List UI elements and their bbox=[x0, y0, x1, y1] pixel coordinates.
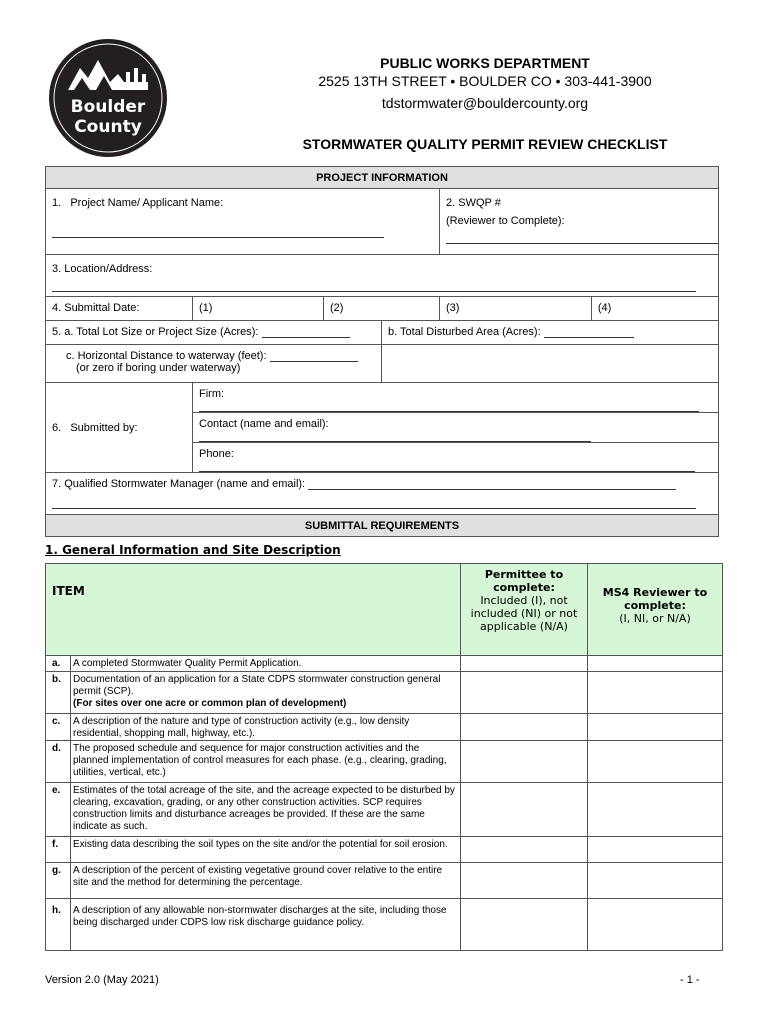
item-letter: d. bbox=[46, 741, 71, 783]
firm-input[interactable] bbox=[199, 401, 699, 412]
project-information-table bbox=[45, 166, 719, 537]
permittee-cell[interactable] bbox=[461, 672, 588, 714]
disturbed-area-input[interactable] bbox=[544, 327, 634, 338]
location-input[interactable] bbox=[52, 281, 696, 292]
document-title: STORMWATER QUALITY PERMIT REVIEW CHECKLIST bbox=[302, 136, 668, 152]
column-item: ITEM bbox=[46, 564, 461, 656]
permittee-cell[interactable] bbox=[461, 837, 588, 863]
field-distance-waterway bbox=[46, 345, 382, 383]
project-information-heading: PROJECT INFORMATION bbox=[46, 167, 719, 189]
field-phone bbox=[193, 443, 719, 473]
column-reviewer-body: (I, NI, or N/A) bbox=[619, 612, 691, 625]
column-permittee-head: Permittee to complete: bbox=[484, 568, 564, 594]
permittee-cell[interactable] bbox=[461, 783, 588, 837]
item-text: A description of any allowable non-stormwater discharges at the site, including those being discharged under CDPS low risk discharge guidance policy. bbox=[71, 899, 461, 951]
distance-waterway-label: c. Horizontal Distance to waterway (feet): bbox=[66, 350, 267, 362]
permittee-cell[interactable] bbox=[461, 656, 588, 672]
project-name-label: 1. Project Name/ Applicant Name: bbox=[52, 197, 224, 209]
table-row bbox=[46, 863, 723, 899]
field-swqp bbox=[440, 189, 719, 255]
svg-text:Boulder: Boulder bbox=[70, 97, 146, 117]
checklist-header-row bbox=[46, 564, 723, 656]
item-letter: f. bbox=[46, 837, 71, 863]
submittal-date-1[interactable]: (1) bbox=[193, 297, 324, 321]
department-email: tdstormwater@bouldercounty.org bbox=[381, 95, 589, 111]
item-text: A description of the percent of existing vegetative ground cover relative to the entire site and the method for determining the percentage. bbox=[71, 863, 461, 899]
table-row bbox=[46, 672, 723, 714]
field-firm bbox=[193, 383, 719, 413]
reviewer-cell[interactable] bbox=[588, 783, 723, 837]
item-text: Estimates of the total acreage of the site, and the acreage expected to be disturbed by clearing, excavation, grading, or any other construction activities. SCP requires construction limits and disturbance acreages be provided. If these are the same indicate as such. bbox=[71, 783, 461, 837]
permittee-cell[interactable] bbox=[461, 714, 588, 741]
section-1-title: 1. General Information and Site Description bbox=[45, 543, 341, 557]
submittal-date-3[interactable]: (3) bbox=[440, 297, 592, 321]
permittee-cell[interactable] bbox=[461, 899, 588, 951]
column-reviewer bbox=[588, 564, 723, 656]
reviewer-cell[interactable] bbox=[588, 899, 723, 951]
table-row bbox=[46, 714, 723, 741]
boulder-county-logo bbox=[48, 38, 168, 158]
lot-size-input[interactable] bbox=[262, 327, 350, 338]
stormwater-manager-input[interactable] bbox=[308, 479, 676, 490]
item-text-bold: (For sites over one acre or common plan of development) bbox=[73, 698, 347, 709]
permittee-cell[interactable] bbox=[461, 741, 588, 783]
column-permittee bbox=[461, 564, 588, 656]
permittee-cell[interactable] bbox=[461, 863, 588, 899]
phone-input[interactable] bbox=[199, 461, 695, 472]
table-row bbox=[46, 899, 723, 951]
checklist-table bbox=[45, 563, 723, 951]
department-name: PUBLIC WORKS DEPARTMENT bbox=[380, 55, 590, 71]
project-name-input[interactable] bbox=[52, 227, 384, 238]
item-letter: h. bbox=[46, 899, 71, 951]
item-text-cell bbox=[71, 672, 461, 714]
item-letter: b. bbox=[46, 672, 71, 714]
swqp-note: (Reviewer to Complete): bbox=[446, 215, 565, 227]
field-lot-size bbox=[46, 321, 382, 345]
field-project-name bbox=[46, 189, 440, 255]
reviewer-cell[interactable] bbox=[588, 837, 723, 863]
footer-page-number: - 1 - bbox=[680, 974, 700, 986]
firm-label: Firm: bbox=[199, 388, 225, 400]
column-reviewer-head: MS4 Reviewer to complete: bbox=[602, 586, 708, 612]
item-text: The proposed schedule and sequence for major construction activities and the planned implementation of control measures for each phase. (e.g., clearing, grading, utilities, vertical, etc.) bbox=[71, 741, 461, 783]
item-letter: g. bbox=[46, 863, 71, 899]
location-label: 3. Location/Address: bbox=[52, 263, 153, 275]
item-letter: a. bbox=[46, 656, 71, 672]
disturbed-area-label: b. Total Disturbed Area (Acres): bbox=[387, 326, 541, 338]
contact-label: Contact (name and email): bbox=[199, 418, 329, 430]
swqp-input[interactable] bbox=[446, 233, 718, 244]
svg-text:County: County bbox=[74, 117, 142, 137]
field-location bbox=[46, 255, 719, 297]
distance-waterway-input[interactable] bbox=[270, 351, 358, 362]
reviewer-cell[interactable] bbox=[588, 863, 723, 899]
department-address: 2525 13TH STREET • BOULDER CO • 303-441-3900 bbox=[318, 73, 652, 89]
submittal-date-4[interactable]: (4) bbox=[591, 297, 718, 321]
item-text: A completed Stormwater Quality Permit Application. bbox=[71, 656, 461, 672]
item-letter: e. bbox=[46, 783, 71, 837]
table-row bbox=[46, 783, 723, 837]
reviewer-cell[interactable] bbox=[588, 656, 723, 672]
stormwater-manager-label: 7. Qualified Stormwater Manager (name and email): bbox=[52, 478, 306, 490]
stormwater-manager-input-2[interactable] bbox=[52, 498, 696, 509]
lot-size-label: 5. a. Total Lot Size or Project Size (Acres): bbox=[52, 326, 259, 338]
contact-input[interactable] bbox=[199, 431, 591, 442]
phone-label: Phone: bbox=[199, 448, 234, 460]
footer-version: Version 2.0 (May 2021) bbox=[45, 974, 159, 986]
field-stormwater-manager bbox=[46, 473, 719, 515]
table-row bbox=[46, 656, 723, 672]
reviewer-cell[interactable] bbox=[588, 714, 723, 741]
swqp-label: 2. SWQP # bbox=[446, 197, 501, 209]
submittal-requirements-heading: SUBMITTAL REQUIREMENTS bbox=[46, 515, 719, 537]
empty-cell bbox=[381, 345, 718, 383]
item-text: A description of the nature and type of construction activity (e.g., low density residential, shopping mall, highway, etc.). bbox=[71, 714, 461, 741]
item-letter: c. bbox=[46, 714, 71, 741]
reviewer-cell[interactable] bbox=[588, 741, 723, 783]
table-row bbox=[46, 741, 723, 783]
item-text: Existing data describing the soil types on the site and/or the potential for soil erosion. bbox=[71, 837, 461, 863]
submitted-by-label: 6. Submitted by: bbox=[46, 383, 193, 473]
table-row bbox=[46, 837, 723, 863]
field-contact bbox=[193, 413, 719, 443]
column-permittee-body: Included (I), not included (NI) or not applicable (N/A) bbox=[470, 594, 578, 633]
distance-waterway-note: (or zero if boring under waterway) bbox=[76, 362, 241, 374]
field-disturbed-area bbox=[381, 321, 718, 345]
submittal-date-2[interactable]: (2) bbox=[324, 297, 440, 321]
submittal-date-label: 4. Submittal Date: bbox=[46, 297, 193, 321]
item-text: Documentation of an application for a State CDPS stormwater construction general permit (SCP). bbox=[73, 674, 441, 697]
reviewer-cell[interactable] bbox=[588, 672, 723, 714]
